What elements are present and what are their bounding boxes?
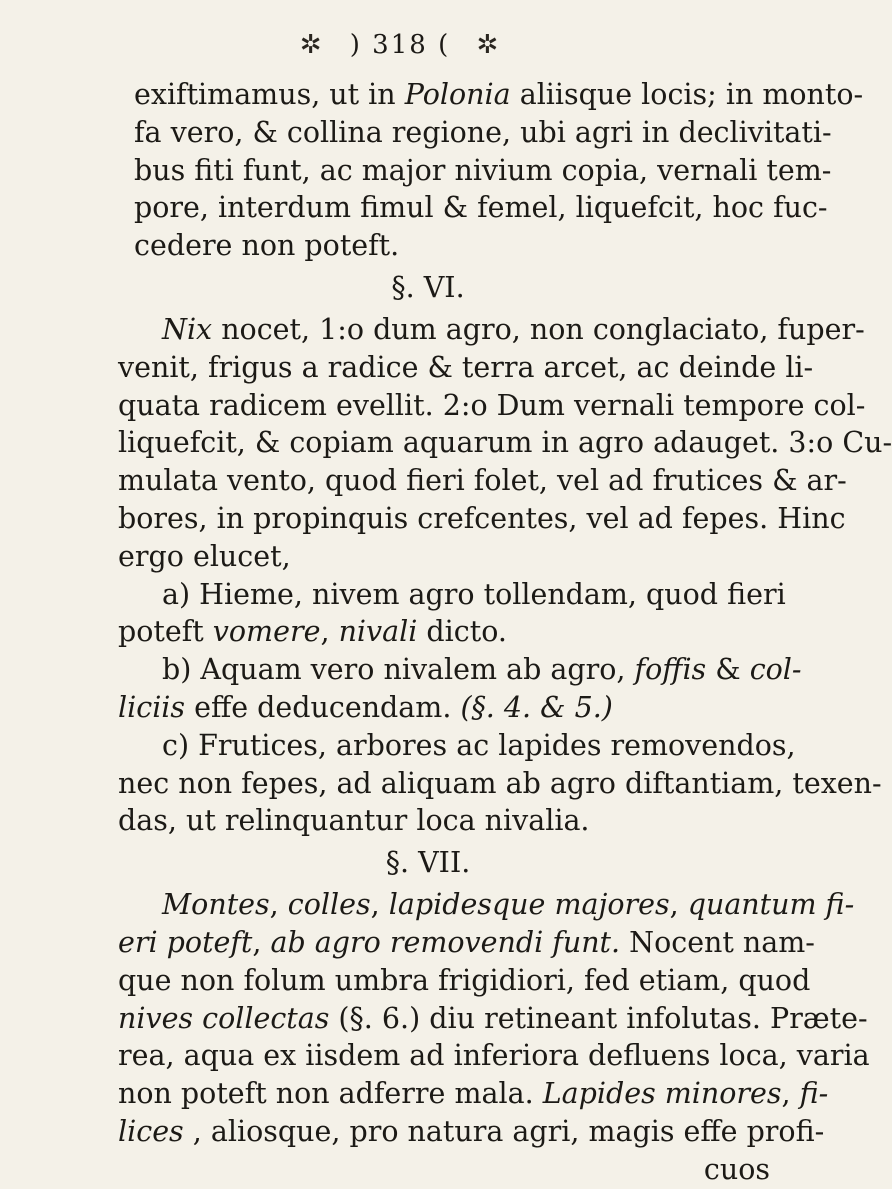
text-line: exiftimamus, ut in Polonia aliisque locis; in monto- bbox=[134, 78, 864, 111]
page-header bbox=[0, 30, 800, 60]
text-line: mulata vento, quod fieri folet, vel ad frutices & ar- bbox=[118, 464, 847, 498]
text-line: c) Frutices, arbores ac lapides removendos, bbox=[162, 728, 796, 762]
text-line: lices , aliosque, pro natura agri, magis effe profi- bbox=[118, 1114, 825, 1148]
text-line: eri poteft, ab agro removendi funt. Nocent nam- bbox=[118, 925, 815, 959]
text-line: Nix nocet, 1:o dum agro, non conglaciato, fuper- bbox=[162, 312, 865, 346]
body-text bbox=[118, 76, 892, 1189]
text-line: bus fiti funt, ac major nivium copia, vernali tem- bbox=[134, 153, 832, 187]
text-line: cedere non poteft. bbox=[134, 229, 400, 263]
text-line: nec non fepes, ad aliquam ab agro diftantiam, texen- bbox=[118, 766, 882, 800]
text-line: quata radicem evellit. 2:o Dum vernali tempore col- bbox=[118, 388, 866, 422]
text-line: das, ut relinquantur loca nivalia. bbox=[118, 804, 590, 838]
section-heading: §. VI. bbox=[391, 270, 465, 304]
ornament-right-icon: ✲ bbox=[476, 30, 501, 60]
text-line: venit, frigus a radice & terra arcet, ac deinde li- bbox=[118, 350, 814, 384]
text-line: rea, aqua ex iisdem ad inferiora defluens loca, varia bbox=[118, 1039, 870, 1073]
text-line: poteft vomere, nivali dicto. bbox=[118, 615, 507, 649]
section-heading: §. VII. bbox=[385, 846, 471, 880]
ornament-left-icon: ✲ bbox=[299, 30, 324, 60]
text-line: bores, in propinquis crefcentes, vel ad fepes. Hinc bbox=[118, 501, 846, 535]
text-line: pore, interdum fimul & femel, liquefcit, hoc fuc- bbox=[134, 191, 828, 225]
text-line: que non folum umbra frigidiori, fed etiam, quod bbox=[118, 963, 811, 997]
text-line: fa vero, & collina regione, ubi agri in declivitati- bbox=[134, 115, 832, 149]
text-line: b) Aquam vero nivalem ab agro, foffis & col- bbox=[162, 653, 802, 687]
text-line: liciis effe deducendam. (§. 4. & 5.) bbox=[118, 690, 613, 724]
text-line: Montes, colles, lapidesque majores, quantum fi- bbox=[162, 888, 855, 922]
text-line: liquefcit, & copiam aquarum in agro adauget. 3:o Cu- bbox=[118, 426, 892, 460]
page-number: ) 318 ( bbox=[349, 30, 451, 60]
catchword: cuos bbox=[703, 1152, 770, 1186]
text-line: non poteft non adferre mala. Lapides minores, fi- bbox=[118, 1077, 829, 1111]
text-line: a) Hieme, nivem agro tollendam, quod fieri bbox=[162, 577, 786, 611]
text-line: ergo elucet, bbox=[118, 539, 291, 573]
text-line: nives collectas (§. 6.) diu retineant infolutas. Præte- bbox=[118, 1001, 868, 1035]
